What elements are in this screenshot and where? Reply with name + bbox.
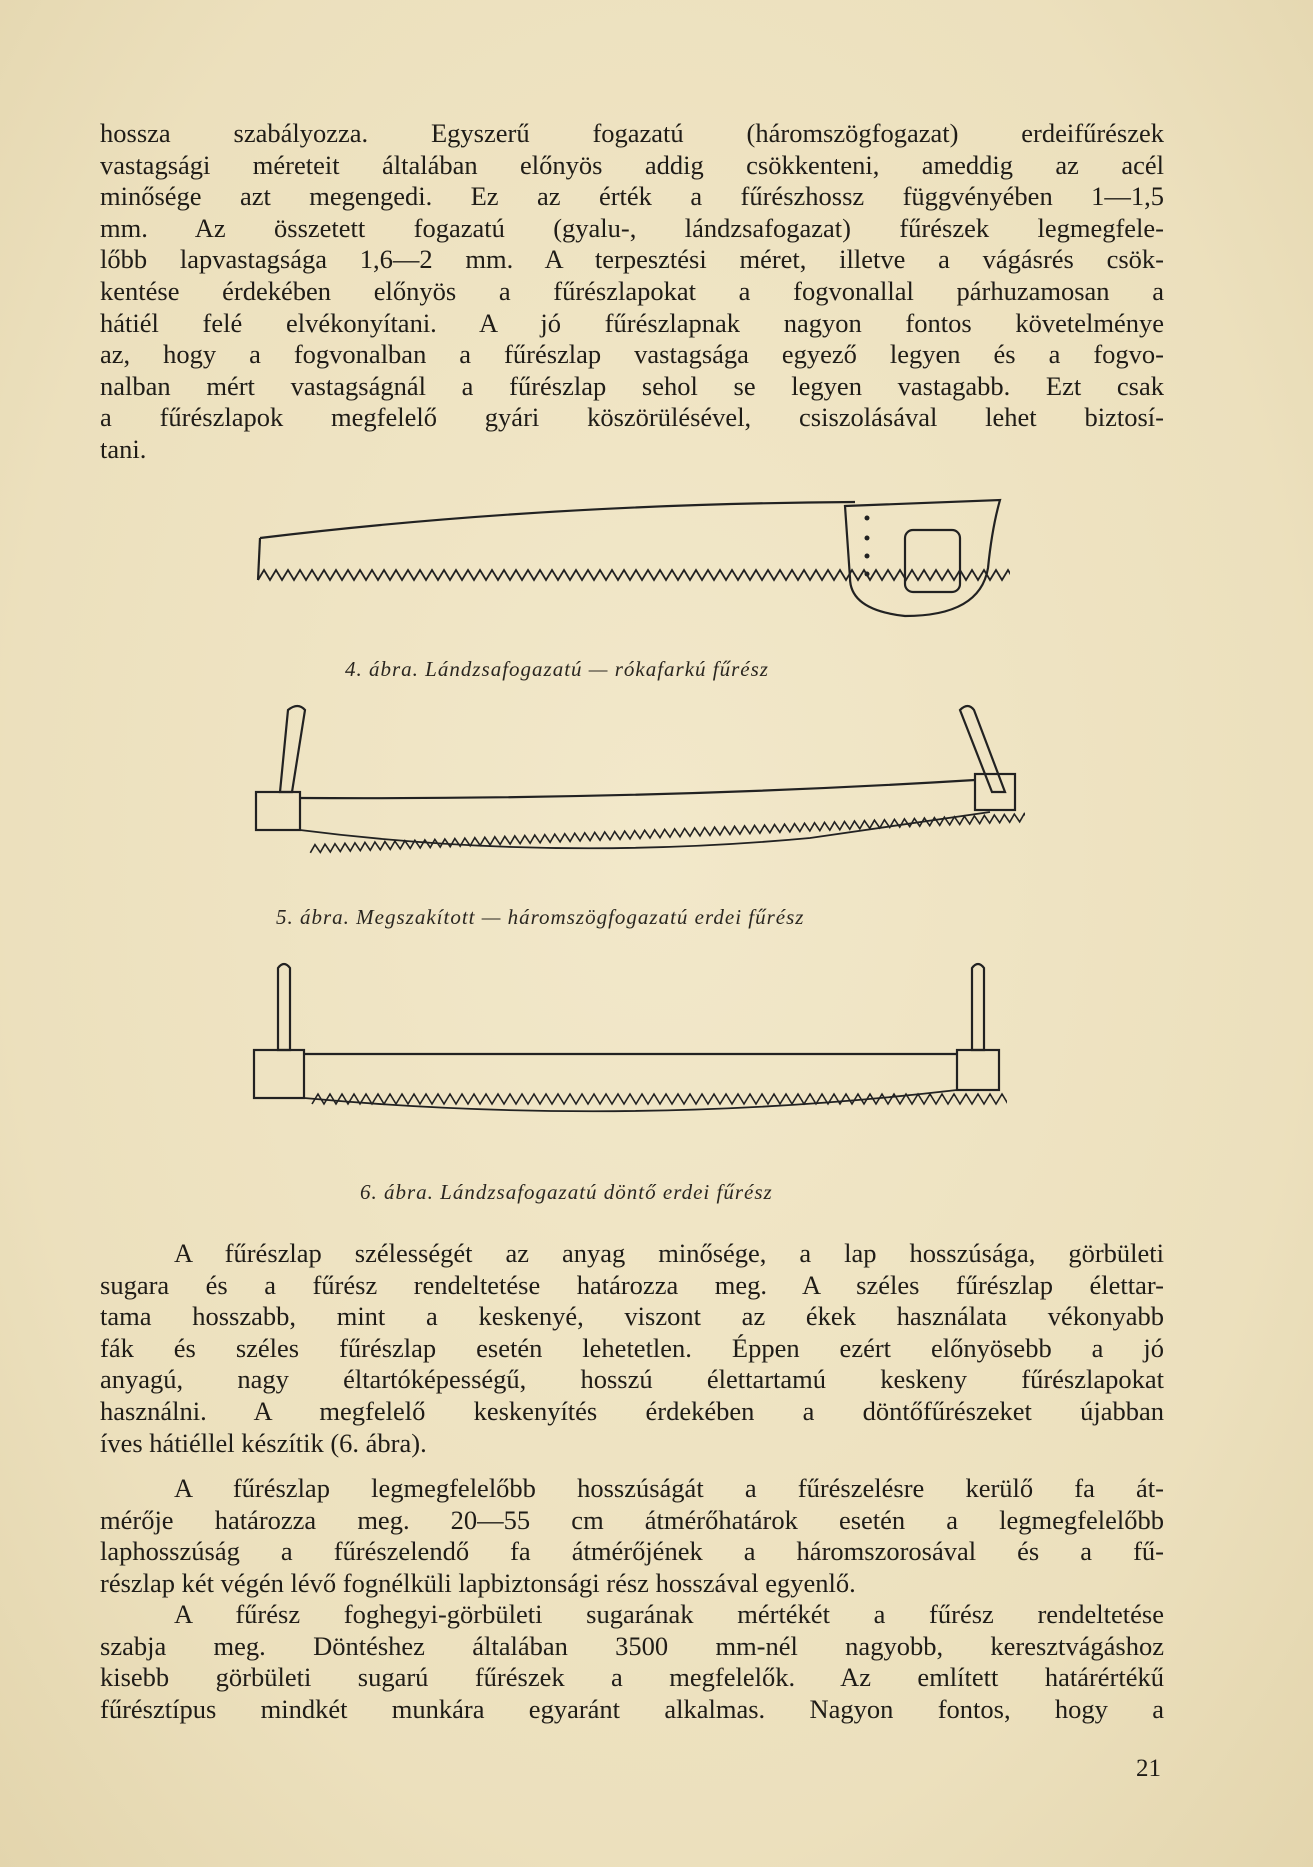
figure-5-crosscut-saw [250,700,1025,860]
text-line: A fűrészlap szélességét az anyag minősége, a lap hosszúsága, görbületi [174,1238,1164,1268]
left-handle [280,706,305,792]
text-line: íves hátiéllel készítik (6. ábra). [100,1427,427,1458]
text-line: mm. Az összetett fogazatú (gyalu-, lándzsafogazat) fűrészek legmegfele- [100,212,1164,243]
figure-6-felling-saw [252,958,1007,1128]
text-line: kisebb görbületi sugarú fűrészek a megfelelők. Az említett határértékű [100,1662,1164,1693]
saw-teeth [258,570,1010,580]
text-line: az, hogy a fogvonalban a fűrészlap vastagsága egyező legyen és a fogvo- [100,339,1164,370]
text-line: a fűrészlapok megfelelő gyári köszörülésével, csiszolásával lehet biztosí- [100,402,1164,433]
text-line: tama hosszabb, mint a keskenyé, viszont az ékek használata vékonyabb [100,1301,1164,1332]
text-line: fák és széles fűrészlap esetén lehetetlen. Éppen ezért előnyösebb a jó [100,1332,1164,1363]
left-handle [278,964,290,1050]
text-line: tani. [100,433,147,464]
text-line: minősége azt megengedi. Ez az érték a fűrészhossz függvényében 1—1,5 [100,181,1164,212]
saw-blade-left-edge [258,538,260,580]
text-line: kentése érdekében előnyös a fűrészlapokat a fogvonallal párhuzamosan a [100,275,1164,306]
left-ferrule [254,1050,304,1098]
text-line: nalban mért vastagságnál a fűrészlap sehol se legyen vastagabb. Ezt csak [100,370,1164,401]
figure-4-caption: 4. ábra. Lándzsafogazatú — rókafarkú fűrész [345,657,769,681]
paragraph-3 [100,1473,1164,1599]
text-line: vastagsági méreteit általában előnyös addig csökkenteni, ameddig az acél [100,149,1164,180]
text-line: részlap két végén lévő fognélküli lapbiztonsági rész hosszával egyenlő. [100,1567,856,1598]
saw-blade-back [260,502,855,538]
saw-blade-back [300,780,975,798]
paragraph-2 [100,1238,1164,1459]
text-line: anyagú, nagy éltartóképességű, hosszú élettartamú keskeny fűrészlapokat [100,1364,1164,1395]
text-line: hossza szabályozza. Egyszerű fogazatú (háromszögfogazat) erdeifűrészek [100,118,1164,148]
text-line: sugara és a fűrész rendeltetése határozza meg. A széles fűrészlap élettar- [100,1269,1164,1300]
figure-4-foxtail-saw [240,498,1010,628]
right-ferrule [957,1050,999,1090]
paragraph-4 [100,1599,1164,1725]
figure-5-caption: 5. ábra. Megszakított — háromszögfogazatú erdei fűrész [276,905,805,929]
page-number: 21 [1136,1755,1161,1782]
text-line: lőbb lapvastagsága 1,6—2 mm. A terpesztési méret, illetve a vágásrés csök- [100,244,1164,275]
right-handle [960,706,1005,792]
text-line: hátiél felé elvékonyítani. A jó fűrészlapnak nagyon fontos követelménye [100,307,1164,338]
text-line: A fűrész foghegyi-görbületi sugarának mértékét a fűrész rendeltetése [174,1599,1164,1629]
top-paragraph [100,118,1164,466]
text-line: A fűrészlap legmegfelelőbb hosszúságát a fűrészelésre kerülő fa át- [174,1473,1164,1503]
left-ferrule [256,792,300,830]
text-line: használni. A megfelelő keskenyítés érdekében a döntőfűrészeket újabban [100,1395,1164,1426]
handle-grip-hole [905,530,960,592]
text-line: mérője határozza meg. 20—55 cm átmérőhatárok esetén a legmegfelelőbb [100,1504,1164,1535]
text-line: fűrésztípus mindkét munkára egyaránt alkalmas. Nagyon fontos, hogy a [100,1693,1164,1724]
figure-6-caption: 6. ábra. Lándzsafogazatú döntő erdei fűrész [360,1180,773,1204]
text-line: laphosszúság a fűrészelendő fa átmérőjének a háromszorosával és a fű- [100,1536,1164,1567]
right-handle [972,964,984,1050]
text-line: szabja meg. Döntéshez általában 3500 mm-nél nagyobb, keresztvágáshoz [100,1630,1164,1661]
